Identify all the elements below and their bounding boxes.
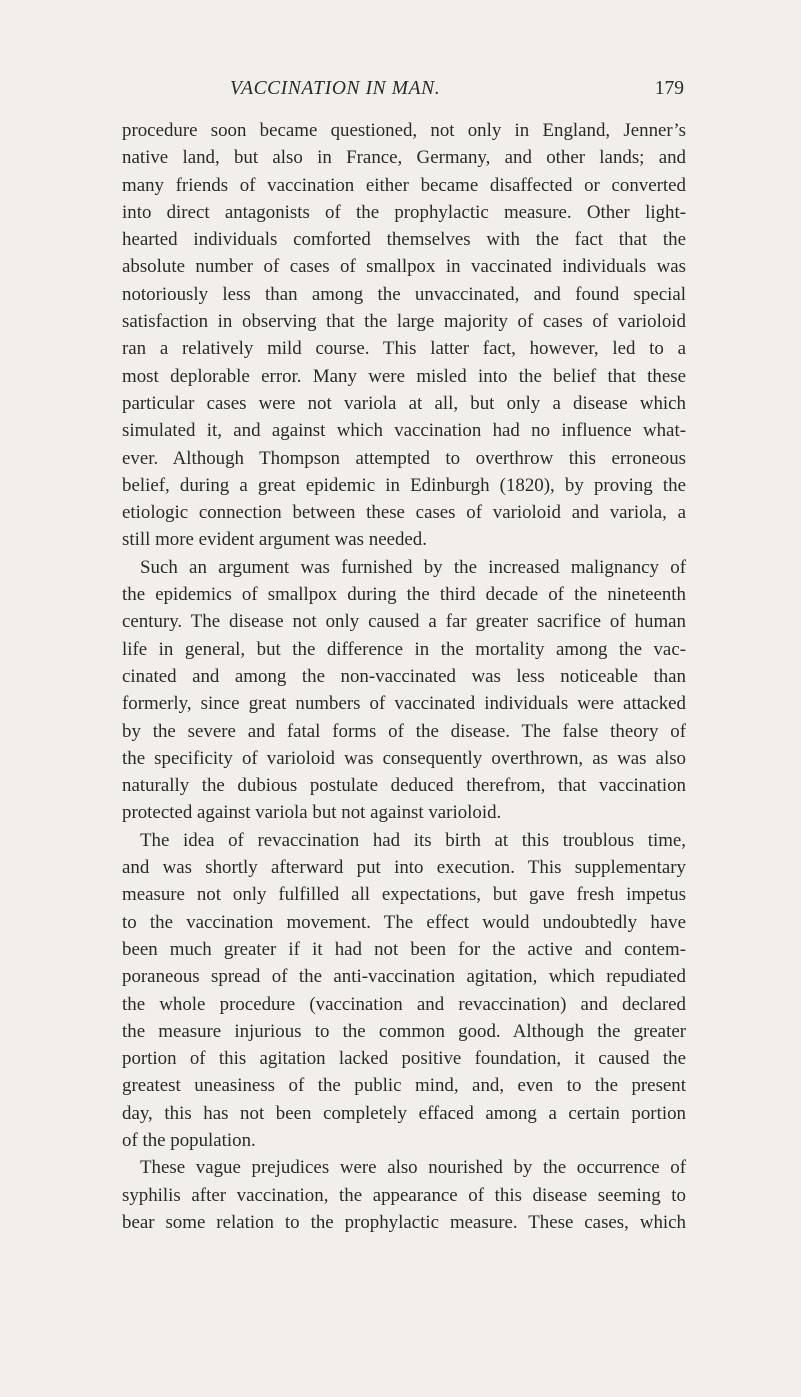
running-head (122, 78, 684, 108)
text-line: still more evident argument was needed. (122, 529, 427, 551)
text-line: to the vaccination movement. The effect would undoubtedly have (122, 911, 686, 933)
text-line: simulated it, and against which vaccination had no influence what- (122, 420, 686, 442)
page-number: 179 (654, 78, 684, 99)
text-line: most deplorable error. Many were misled into the belief that these (122, 365, 686, 387)
text-line: native land, but also in France, Germany, and other lands; and (122, 147, 686, 169)
text-line: century. The disease not only caused a far greater sacrifice of human (122, 611, 686, 633)
text-line: into direct antagonists of the prophylactic measure. Other light- (122, 201, 686, 223)
text-line: syphilis after vaccination, the appearance of this disease seeming to (122, 1184, 686, 1206)
text-line: day, this has not been completely effaced among a certain portion (122, 1102, 686, 1124)
body-text (122, 117, 686, 1236)
text-line: The idea of revaccination had its birth at this troublous time, (140, 829, 686, 851)
text-line: belief, during a great epidemic in Edinburgh (1820), by proving the (122, 474, 686, 496)
text-line: notoriously less than among the unvaccinated, and found special (122, 283, 686, 305)
text-line: procedure soon became questioned, not only in England, Jenner’s (122, 120, 686, 141)
text-line: portion of this agitation lacked positive foundation, it caused the (122, 1048, 686, 1070)
text-line: hearted individuals comforted themselves with the fact that the (122, 229, 686, 251)
text-line: many friends of vaccination either became disaffected or converted (122, 174, 686, 196)
text-line: etiologic connection between these cases of varioloid and variola, a (122, 502, 686, 524)
running-title: VACCINATION IN MAN. (230, 78, 441, 99)
text-line: ever. Although Thompson attempted to overthrow this erroneous (122, 447, 686, 469)
text-line: the epidemics of smallpox during the third decade of the nineteenth (122, 584, 686, 606)
text-line: been much greater if it had not been for the active and contem- (122, 938, 686, 960)
text-line: ran a relatively mild course. This latter fact, however, led to a (122, 338, 686, 360)
text-line: particular cases were not variola at all, but only a disease which (122, 392, 686, 414)
text-line: and was shortly afterward put into execution. This supplementary (122, 857, 686, 879)
text-line: life in general, but the difference in the mortality among the vac- (122, 638, 686, 660)
text-line: measure not only fulfilled all expectations, but gave fresh impetus (122, 884, 686, 906)
text-line: by the severe and fatal forms of the disease. The false theory of (122, 720, 686, 742)
text-line: the whole procedure (vaccination and revaccination) and declared (122, 993, 686, 1015)
text-line: Such an argument was furnished by the increased malignancy of (140, 556, 686, 578)
text-line: of the population. (122, 1129, 256, 1151)
text-line: formerly, since great numbers of vaccinated individuals were attacked (122, 693, 686, 715)
text-line: poraneous spread of the anti-vaccination agitation, which repudiated (122, 966, 686, 988)
text-line: protected against variola but not against varioloid. (122, 802, 502, 824)
text-line: bear some relation to the prophylactic measure. These cases, which (122, 1211, 686, 1233)
text-line: naturally the dubious postulate deduced therefrom, that vaccination (122, 775, 686, 797)
text-line: greatest uneasiness of the public mind, and, even to the present (122, 1075, 686, 1097)
text-line: cinated and among the non-vaccinated was less noticeable than (122, 665, 686, 687)
text-line: the measure injurious to the common good. Although the greater (122, 1020, 686, 1042)
text-line: the specificity of varioloid was consequently overthrown, as was also (122, 747, 686, 769)
text-line: satisfaction in observing that the large majority of cases of varioloid (122, 311, 686, 333)
text-line: absolute number of cases of smallpox in vaccinated individuals was (122, 256, 686, 278)
text-line: These vague prejudices were also nourished by the occurrence of (140, 1157, 686, 1179)
